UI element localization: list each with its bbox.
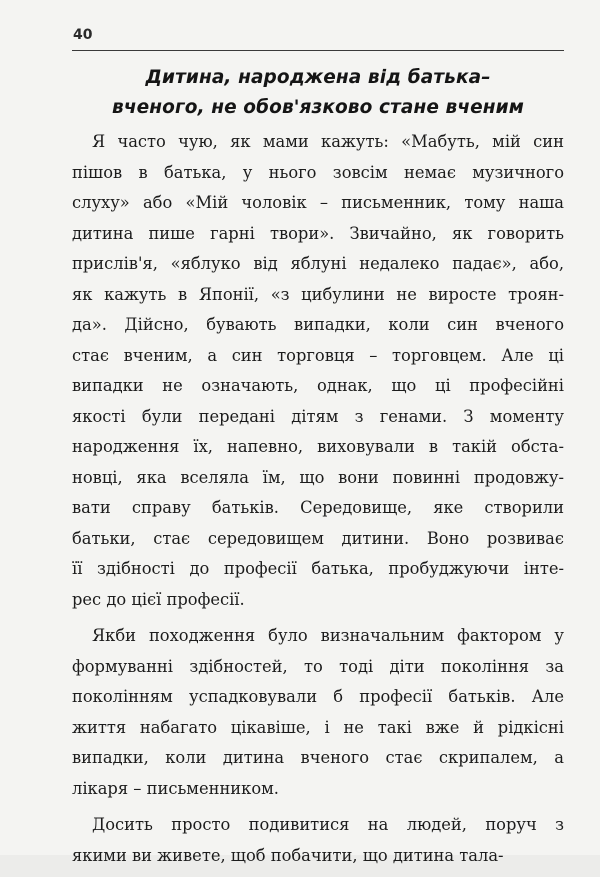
text-line: пішов в батька, у нього зовсім немає музичного [72, 162, 564, 182]
paragraph [72, 621, 564, 804]
text-line: формуванні здібностей, то тоді діти покоління за [72, 656, 564, 676]
text-line: дитина пише гарні твори». Звичайно, як говорить [72, 223, 564, 243]
text-line: новці, яка вселяла їм, що вони повинні продовжу- [72, 467, 564, 487]
text-line: її здібності до професії батька, пробуджуючи інте- [72, 559, 564, 578]
text-line: поколінням успадковували б професії батьків. Але [72, 687, 564, 706]
text-line: слуху» або «Мій чоловік – письменник, тому наша [72, 193, 564, 212]
text-line: якості були передані дітям з генами. З моменту [72, 406, 564, 426]
text-line: якими ви живете, щоб побачити, що дитина тала- [72, 845, 504, 865]
text-line: Досить просто подивитися на людей, поруч з [92, 815, 564, 834]
chapter-title [72, 63, 564, 123]
text-line: народження їх, напевно, виховували в такій обста- [72, 437, 564, 456]
text-line: да». Дійсно, бувають випадки, коли син вченого [72, 315, 564, 334]
text-line: Я часто чую, як мами кажуть: «Мабуть, мій син [92, 132, 564, 151]
paragraph [72, 810, 564, 871]
page-number: 40 [73, 27, 93, 43]
paragraph [72, 127, 564, 615]
text-line: життя набагато цікавіше, і не такі вже й рідкісні [72, 717, 564, 737]
header-rule [72, 50, 564, 51]
text-line: стає вченим, а син торговця – торговцем. Але ці [72, 345, 564, 365]
text-line: випадки, коли дитина вченого стає скрипалем, а [72, 748, 564, 767]
body-text [72, 127, 564, 877]
chapter-title-line: вченого, не обов'язково стане вченим [112, 97, 524, 118]
text-line: Якби походження було визначальним фактором у [92, 626, 564, 645]
text-line: прислів'я, «яблуко від яблуні недалеко падає», або, [72, 254, 564, 273]
text-line: випадки не означають, однак, що ці професійні [72, 376, 564, 395]
text-line: рес до цієї професії. [72, 589, 245, 609]
text-line: як кажуть в Японії, «з цибулини не виросте троян- [72, 284, 564, 304]
text-line: вати справу батьків. Середовище, яке створили [72, 498, 564, 517]
chapter-title-line: Дитина, народжена від батька– [145, 67, 491, 88]
text-line: лікаря – письменником. [72, 778, 279, 798]
text-line: батьки, стає середовищем дитини. Воно розвиває [72, 528, 564, 548]
